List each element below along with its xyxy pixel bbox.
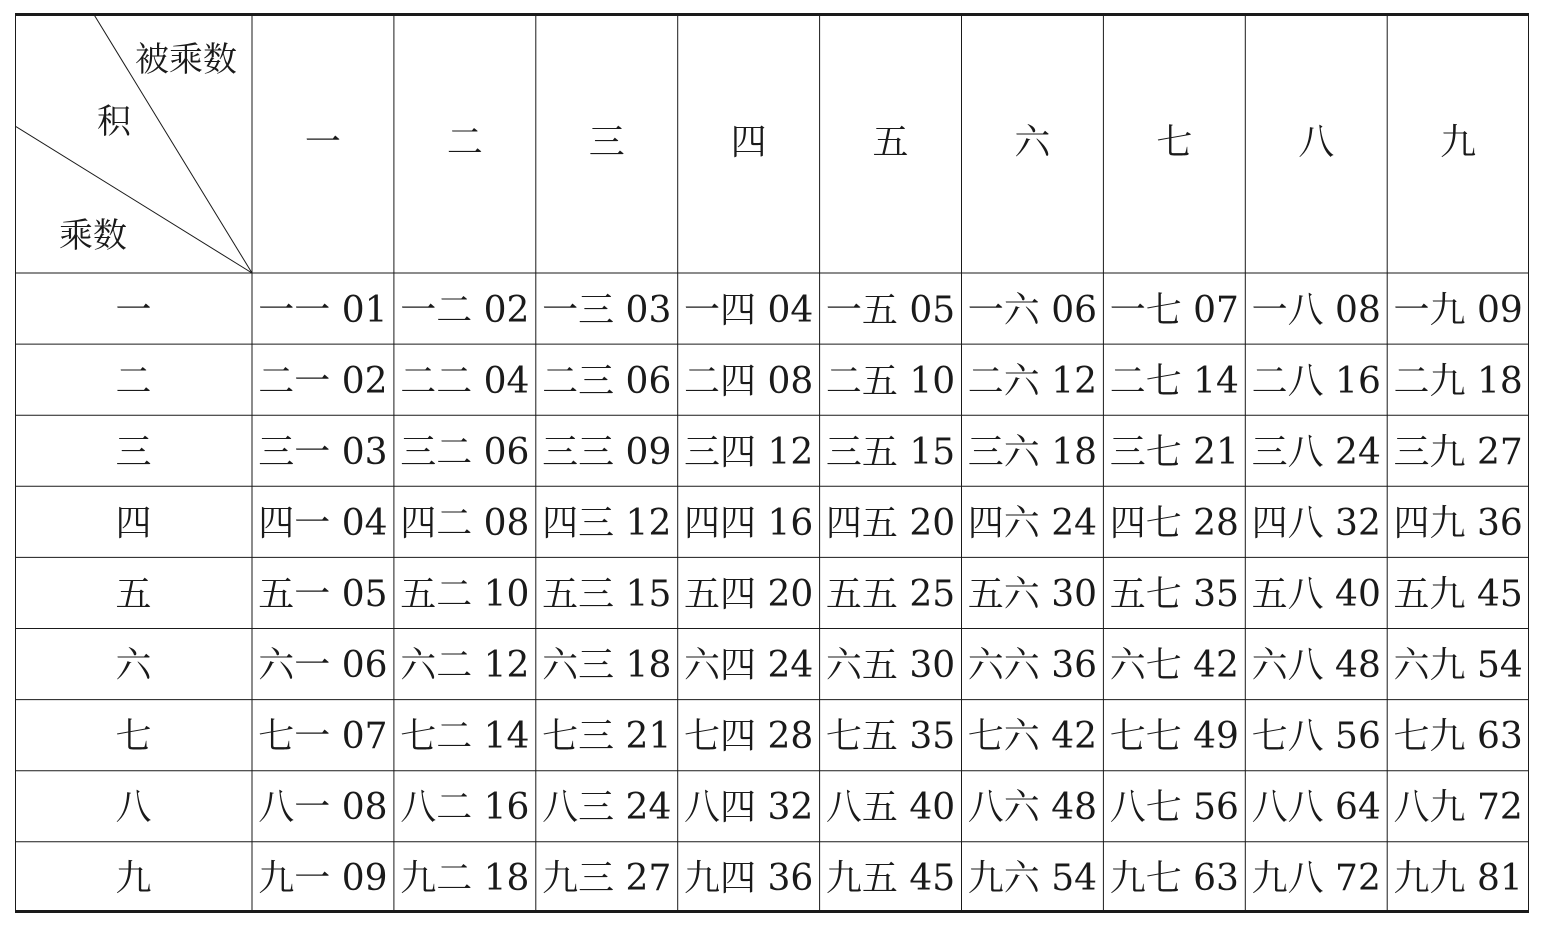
table-cell: 七九 63 (1393, 716, 1523, 758)
table-cell: 六五 30 (825, 645, 956, 687)
table-cell: 九四 36 (684, 858, 814, 900)
table-cell: 四二 08 (400, 502, 530, 544)
column-header: 四 (730, 122, 767, 163)
table-cell: 三一 03 (258, 431, 388, 473)
table-cell: 三七 21 (1109, 431, 1239, 473)
table-cell: 八四 32 (684, 787, 814, 829)
table-cell: 二九 18 (1393, 360, 1523, 402)
column-header: 二 (446, 122, 483, 163)
row-header: 七 (115, 716, 152, 758)
table-cell: 五七 35 (1109, 573, 1239, 615)
table-cell: 二三 06 (542, 360, 672, 402)
table-cell: 四八 32 (1251, 502, 1381, 544)
table-cell: 四四 16 (684, 502, 814, 544)
table-cell: 二六 12 (967, 360, 1098, 402)
table-cell: 五九 45 (1393, 573, 1523, 615)
column-header: 三 (588, 122, 625, 163)
table-cell: 九三 27 (542, 858, 672, 900)
table-cell: 八五 40 (825, 787, 956, 829)
table-cell: 一六 06 (967, 289, 1098, 331)
table-cell: 六一 06 (258, 645, 388, 687)
table-cell: 七六 42 (967, 716, 1098, 758)
column-header: 一 (304, 122, 341, 163)
table-cell: 五八 40 (1251, 573, 1381, 615)
row-header: 一 (115, 289, 152, 331)
column-header: 五 (872, 122, 909, 163)
column-header: 六 (1014, 122, 1051, 163)
table-cell: 八二 16 (400, 787, 530, 829)
table-cell: 四九 36 (1393, 502, 1523, 544)
column-header: 九 (1440, 122, 1477, 163)
table-cell: 一七 07 (1109, 289, 1239, 331)
table-cell: 八七 56 (1109, 787, 1239, 829)
row-header: 六 (115, 645, 152, 687)
corner-label-multiplicand: 被乘数 (135, 40, 237, 80)
table-cell: 四一 04 (258, 502, 388, 544)
table-cell: 三四 12 (684, 431, 814, 473)
table-cell: 三九 27 (1393, 431, 1523, 473)
table-cell: 四三 12 (542, 502, 672, 544)
table-cell: 三八 24 (1251, 431, 1381, 473)
table-cell: 六七 42 (1109, 645, 1239, 687)
table-cell: 四五 20 (825, 502, 956, 544)
row-header: 三 (115, 431, 152, 473)
row-header: 五 (115, 573, 152, 615)
table-cell: 一四 04 (684, 289, 814, 331)
row-header: 九 (115, 858, 152, 900)
table-cell: 三五 15 (825, 431, 956, 473)
table-cell: 七八 56 (1251, 716, 1381, 758)
table-cell: 七五 35 (825, 716, 956, 758)
table-cell: 一九 09 (1393, 289, 1523, 331)
table-cell: 二一 02 (258, 360, 388, 402)
table-cell: 八六 48 (967, 787, 1098, 829)
table-cell: 九一 09 (258, 858, 388, 900)
table-cell: 一五 05 (825, 289, 956, 331)
row-header: 八 (115, 787, 152, 829)
table-cell: 六六 36 (967, 645, 1098, 687)
table-cell: 五六 30 (967, 573, 1098, 615)
multiplication-table (15, 13, 1529, 913)
table-cell: 三六 18 (967, 431, 1098, 473)
table-cell: 七三 21 (542, 716, 672, 758)
row-header: 二 (115, 360, 152, 402)
table-cell: 八九 72 (1393, 787, 1523, 829)
table-cell: 五一 05 (258, 573, 388, 615)
table-cell: 七二 14 (400, 716, 530, 758)
table-cell: 一二 02 (400, 289, 530, 331)
table-cell: 六二 12 (400, 645, 530, 687)
table-cell: 七四 28 (684, 716, 814, 758)
table-cell: 五五 25 (825, 573, 956, 615)
table-cell: 九八 72 (1251, 858, 1381, 900)
table-cell: 八三 24 (542, 787, 672, 829)
table-cell: 七一 07 (258, 716, 388, 758)
table-cell: 九七 63 (1109, 858, 1239, 900)
table-cell: 九二 18 (400, 858, 530, 900)
corner-label-product: 积 (97, 102, 131, 142)
table-cell: 八八 64 (1251, 787, 1381, 829)
table-cell: 四七 28 (1109, 502, 1239, 544)
table-cell: 七七 49 (1109, 716, 1239, 758)
table-cell: 五四 20 (684, 573, 814, 615)
table-cell: 二七 14 (1109, 360, 1239, 402)
table-cell: 一八 08 (1251, 289, 1381, 331)
column-header: 七 (1156, 122, 1193, 163)
corner-label-multiplier: 乘数 (59, 216, 127, 256)
table-cell: 八一 08 (258, 787, 388, 829)
table-cell: 六三 18 (542, 645, 672, 687)
table-cell: 六八 48 (1251, 645, 1381, 687)
table-cell: 五二 10 (400, 573, 530, 615)
table-cell: 九六 54 (967, 858, 1098, 900)
table-cell: 一一 01 (258, 289, 388, 331)
table-cell: 三二 06 (400, 431, 530, 473)
table-cell: 二五 10 (825, 360, 956, 402)
table-cell: 九九 81 (1393, 858, 1523, 900)
corner-diagonal-lower (15, 126, 252, 273)
table-cell: 四六 24 (967, 502, 1098, 544)
table-cell: 一三 03 (542, 289, 672, 331)
table-cell: 二二 04 (400, 360, 530, 402)
table-cell: 二四 08 (684, 360, 814, 402)
table-cell: 二八 16 (1251, 360, 1381, 402)
row-header: 四 (115, 502, 152, 544)
table-cell: 三三 09 (542, 431, 672, 473)
table-cell: 五三 15 (542, 573, 672, 615)
column-header: 八 (1298, 122, 1335, 163)
table-cell: 六四 24 (684, 645, 814, 687)
table-cell: 九五 45 (825, 858, 956, 900)
table-cell: 六九 54 (1393, 645, 1523, 687)
